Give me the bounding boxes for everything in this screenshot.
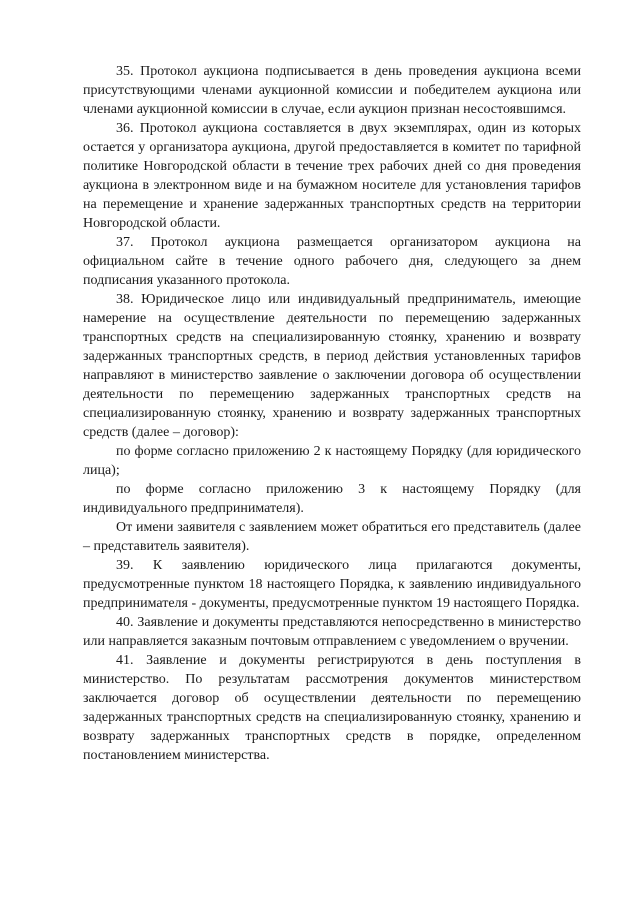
paragraph-41: 41. Заявление и документы регистрируются в день поступления в министерство. По результатам рассмотрения документов министерством заключается договор об осуществлении деятельности по перемещению задержанных транспортных средств на специализированную стоянку, хранению и возврату задержанных транспортных средств в порядке, определенном постановлением министерства. [83,653,581,763]
paragraph-39: 39. К заявлению юридического лица прилагаются документы, предусмотренные пунктом 18 настоящего Порядка, к заявлению индивидуального предпринимателя - документы, предусмотренные пунктом 19 настоящего Порядка. [83,558,581,611]
paragraph-37: 37. Протокол аукциона размещается организатором аукциона на официальном сайте в течение одного рабочего дня, следующего за днем подписания указанного протокола. [83,235,581,288]
document-body [83,62,581,765]
paragraph-38-form-entrepreneur: по форме согласно приложению 3 к настоящему Порядку (для индивидуального предпринимателя). [83,482,581,516]
paragraph-35: 35. Протокол аукциона подписывается в день проведения аукциона всеми присутствующими членами аукционной комиссии и победителем аукциона или членами аукционной комиссии в случае, если аукцион признан несостоявшимся. [83,64,581,117]
paragraph-representative: От имени заявителя с заявлением может обратиться его представитель (далее – представитель заявителя). [83,520,581,554]
paragraph-38-form-legal-entity: по форме согласно приложению 2 к настоящему Порядку (для юридического лица); [83,444,581,478]
paragraph-36: 36. Протокол аукциона составляется в двух экземплярах, один из которых остается у организатора аукциона, другой предоставляется в комитет по тарифной политике Новгородской области в течение трех рабочих дней со дня проведения аукциона в электронном виде и на бумажном носителе для установления тарифов на перемещение и хранение задержанных транспортных средств на территории Новгородской области. [83,121,581,231]
paragraph-38: 38. Юридическое лицо или индивидуальный предприниматель, имеющие намерение на осуществление деятельности по перемещению задержанных транспортных средств на специализированную стоянку, хранению и возврату задержанных транспортных средств, в период действия установленных тарифов направляют в министерство заявление о заключении договора об осуществлении деятельности по перемещению задержанных транспортных средств на специализированную стоянку, хранению и возврату задержанных транспортных средств (далее – договор): [83,292,581,440]
paragraph-40: 40. Заявление и документы представляются непосредственно в министерство или направляется заказным почтовым отправлением с уведомлением о вручении. [83,615,581,649]
